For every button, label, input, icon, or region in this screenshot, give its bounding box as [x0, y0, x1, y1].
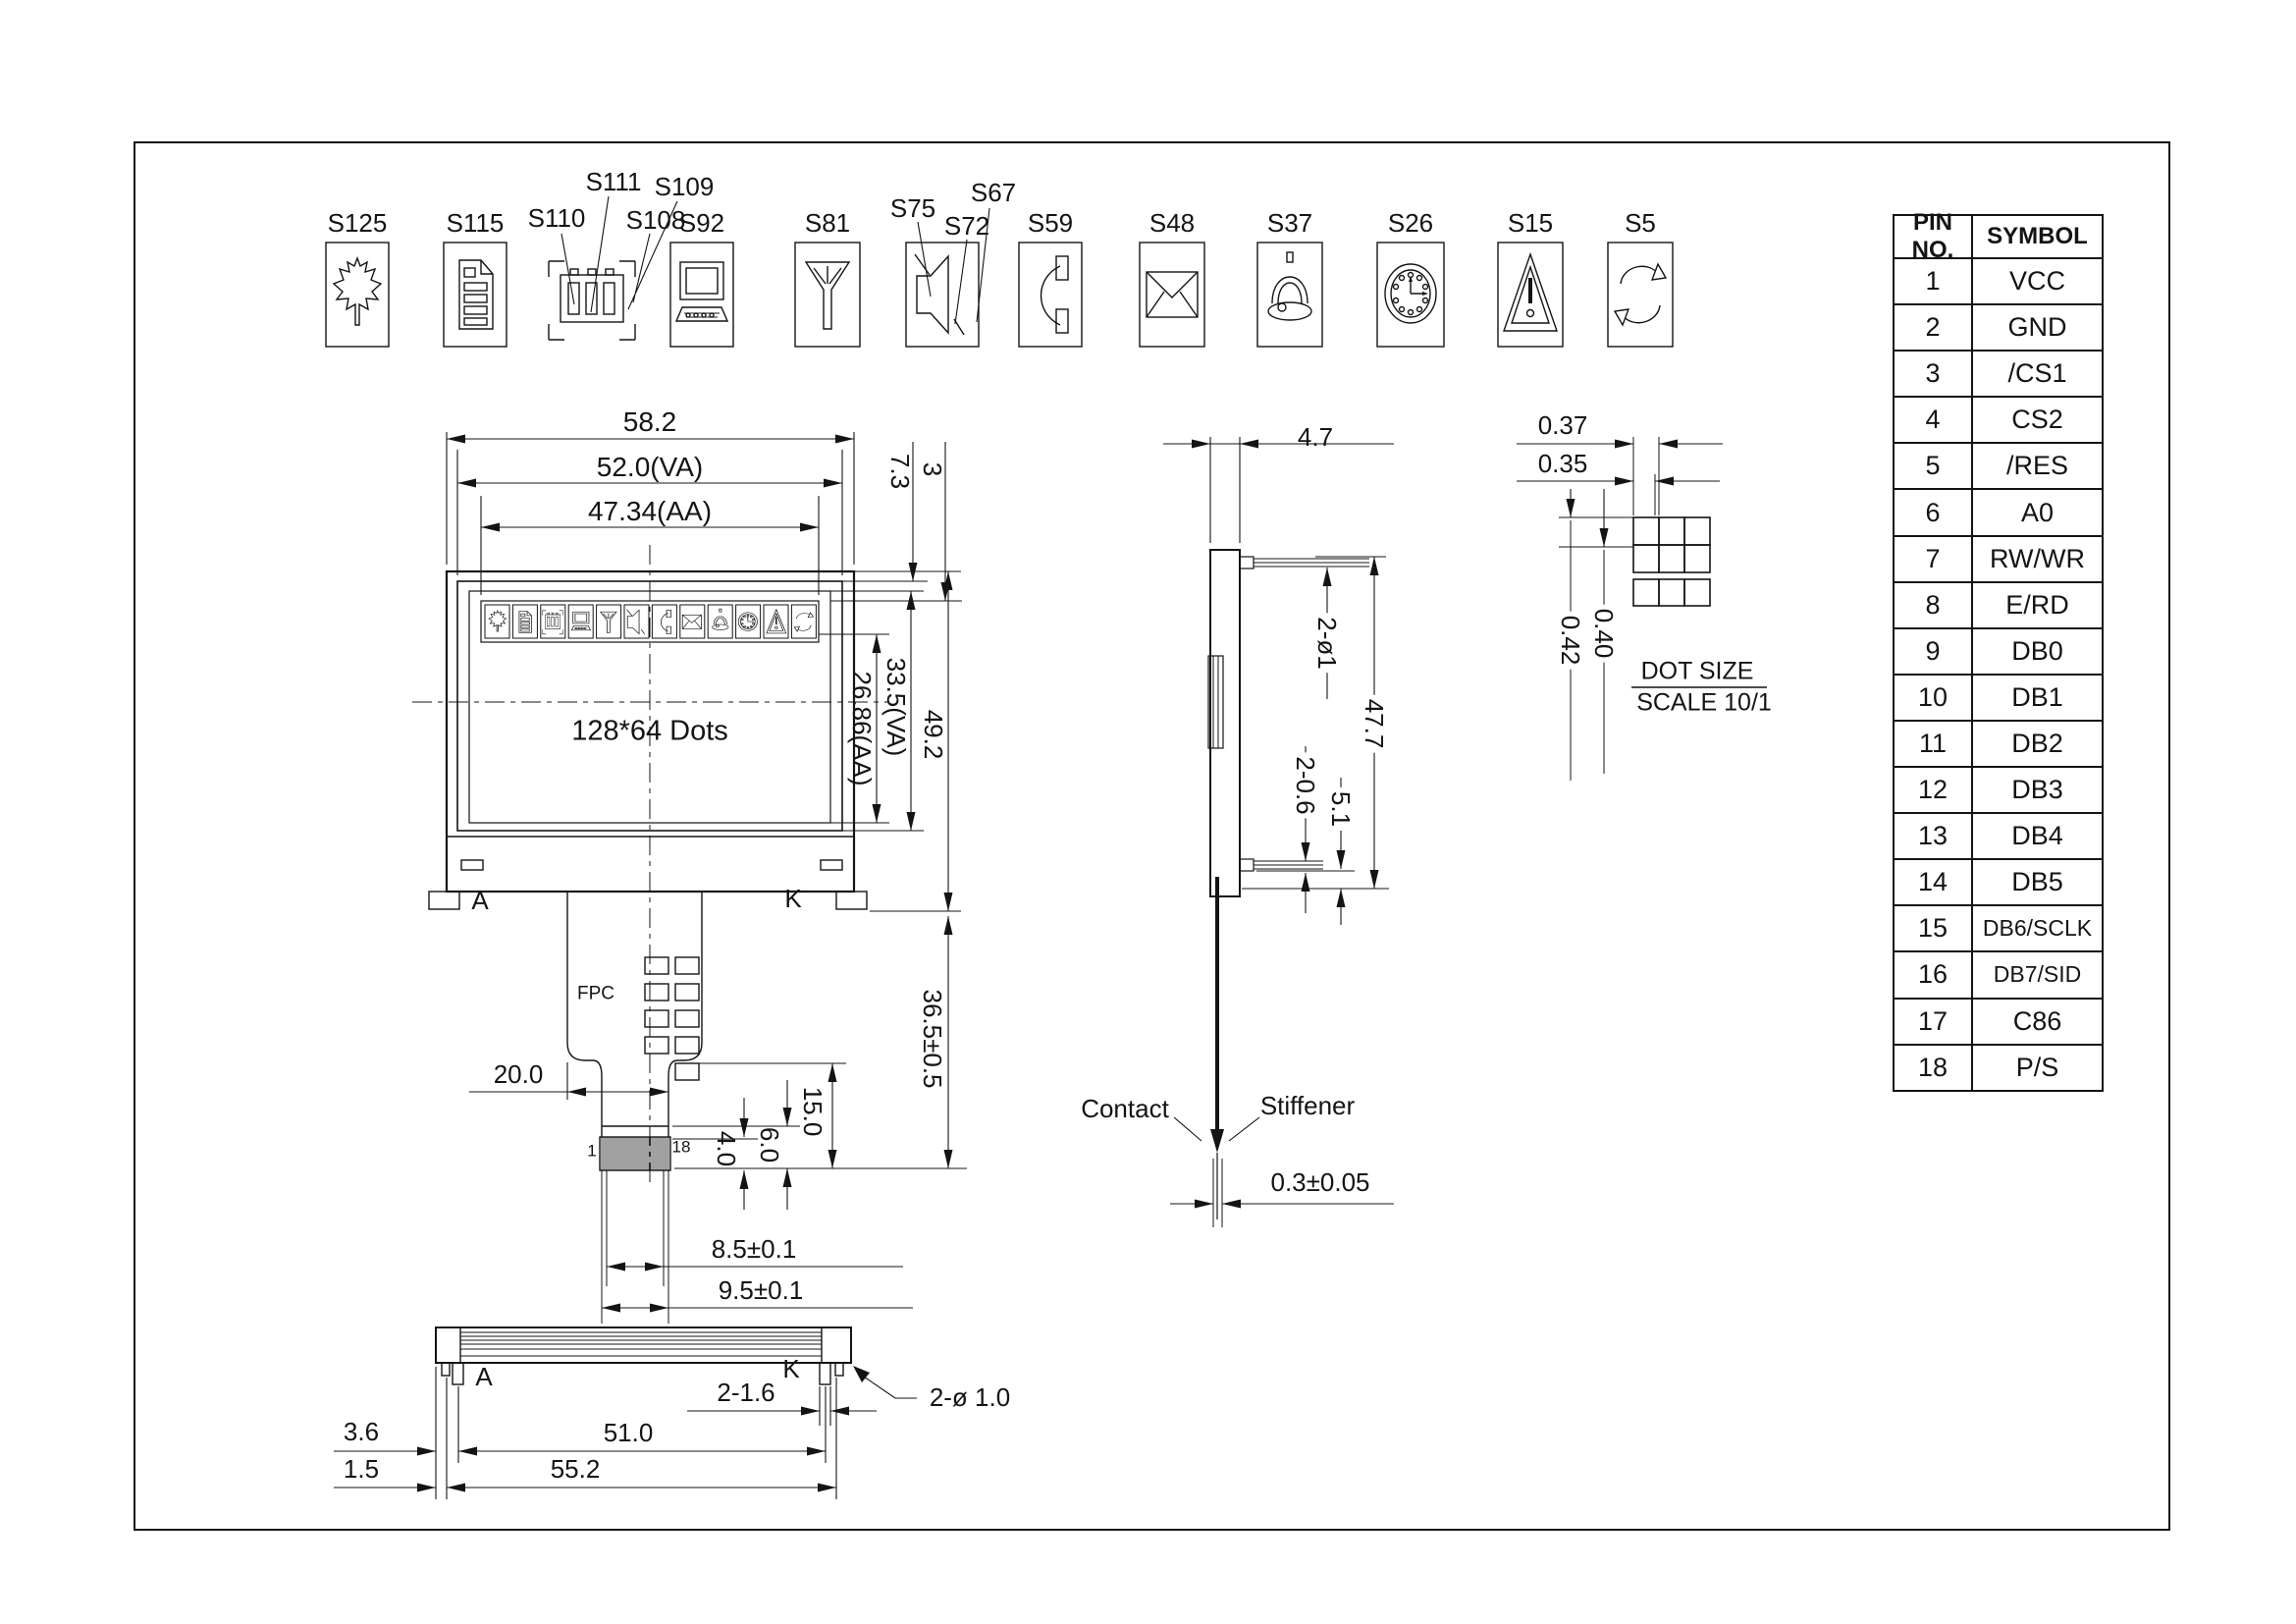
- bottom-view: [436, 1327, 917, 1398]
- pin-row-3: [1895, 350, 2102, 396]
- pin-symbol: VCC: [1971, 259, 2102, 303]
- dim-width-va: 52.0(VA): [596, 452, 704, 482]
- pin-row-2: [1895, 303, 2102, 350]
- front-anode-label: A: [471, 886, 489, 915]
- dim-thickness: 4.7: [1297, 422, 1334, 452]
- dim-contact-plated: 4.0: [712, 1130, 741, 1167]
- pin-row-17: [1895, 998, 2102, 1044]
- symbol-label-s81: S81: [804, 208, 851, 238]
- pin-symbol: /CS1: [1971, 352, 2102, 396]
- dot-detail-title: DOT SIZE: [1640, 657, 1754, 685]
- pin-no: 3: [1925, 358, 1941, 389]
- pin-row-5: [1895, 442, 2102, 488]
- dim-total-width: 55.2: [550, 1454, 601, 1484]
- dim-pin-span: 51.0: [603, 1418, 654, 1447]
- pin-no: 15: [1917, 913, 1949, 944]
- pin-symbol: DB6/SCLK: [1971, 906, 2102, 950]
- pin-row-11: [1895, 720, 2102, 766]
- pin-symbol: DB7/SID: [1971, 952, 2102, 997]
- dim-icon-offset: 7.3: [885, 453, 915, 490]
- pin-no: 7: [1925, 543, 1941, 573]
- symbol-label-s48: S48: [1148, 208, 1196, 238]
- symbol-label-s5: S5: [1625, 208, 1656, 238]
- dim-pin-width: 2-1.6: [717, 1378, 775, 1407]
- pin-table-header-no: PIN NO.: [1911, 209, 1954, 263]
- pin-no: 13: [1917, 821, 1949, 851]
- symbol-label-s92: S92: [678, 208, 725, 238]
- dim-pin-dia-top: 2-ø1: [1314, 613, 1340, 673]
- front-view-dimensions: [447, 432, 967, 1308]
- pin-row-9: [1895, 627, 2102, 674]
- pin-symbol: E/RD: [1971, 583, 2102, 627]
- symbol-label-s59: S59: [1027, 208, 1074, 238]
- dim-fpc-width: 9.5±0.1: [718, 1275, 804, 1305]
- fpc-tail: [567, 892, 702, 1324]
- pin-row-15: [1895, 904, 2102, 950]
- pin-symbol: C86: [1971, 1000, 2102, 1044]
- display-dots-text: 128*64 Dots: [571, 715, 728, 747]
- pin-symbol: P/S: [1971, 1046, 2102, 1090]
- dim-side-height: 47.7: [1362, 695, 1387, 753]
- dim-contact-len: 15.0: [798, 1086, 828, 1137]
- pin-row-16: [1895, 950, 2102, 997]
- dim-fpc-thickness: 0.3±0.05: [1270, 1167, 1370, 1197]
- pin-no: 11: [1918, 728, 1948, 758]
- dim-height-aa: 26.86(AA): [847, 671, 877, 786]
- dim-height-va: 33.5(VA): [881, 657, 911, 757]
- dot-size-detail: [1517, 437, 1767, 781]
- pin-symbol: RW/WR: [1971, 537, 2102, 581]
- symbol-label-s15: S15: [1507, 208, 1554, 238]
- pin-no: 8: [1925, 589, 1941, 620]
- symbol-label-s72: S72: [943, 211, 990, 241]
- pin-no: 4: [1925, 405, 1941, 435]
- pin-row-14: [1895, 858, 2102, 904]
- symbol-label-s115: S115: [446, 208, 505, 238]
- dim-dot-size-y: 0.40: [1591, 605, 1617, 663]
- pin-no: 17: [1917, 1005, 1949, 1036]
- symbol-label-s26: S26: [1387, 208, 1434, 238]
- side-view-dimensions: [1163, 437, 1394, 1204]
- symbol-label-s125: S125: [327, 208, 388, 238]
- dim-width-aa: 47.34(AA): [587, 496, 713, 526]
- front-cathode-label: K: [784, 884, 802, 913]
- symbol-label-s109: S109: [654, 172, 715, 201]
- pin-row-18: [1895, 1044, 2102, 1090]
- pin-symbol: DB4: [1971, 814, 2102, 858]
- dim-fpc-neck: 20.0: [493, 1059, 544, 1089]
- pin-symbol: A0: [1971, 490, 2102, 534]
- bottom-cathode-label: K: [782, 1354, 800, 1383]
- pin-no: 14: [1917, 867, 1949, 897]
- pin-no: 6: [1925, 497, 1941, 527]
- dim-contact-width: 8.5±0.1: [711, 1234, 797, 1264]
- pin-symbol: DB1: [1971, 676, 2102, 720]
- fpc-pin1-label: 1: [587, 1141, 597, 1161]
- fpc-pin18-label: 18: [671, 1137, 691, 1157]
- dim-pin-length: 5.1: [1328, 787, 1354, 831]
- pin-table: [1893, 209, 2104, 1092]
- dim-contact-exposed: 6.0: [755, 1126, 784, 1164]
- dim-pin-offset: 3.6: [343, 1417, 380, 1446]
- symbol-label-s75: S75: [889, 193, 936, 223]
- symbol-label-s67: S67: [970, 178, 1017, 207]
- symbol-label-s110: S110: [527, 203, 586, 233]
- pin-symbol: DB2: [1971, 722, 2102, 766]
- pin-row-8: [1895, 581, 2102, 627]
- pin-row-7: [1895, 535, 2102, 581]
- dim-dot-pitch-x: 0.37: [1537, 410, 1588, 440]
- dim-icon-height: 3: [918, 461, 947, 477]
- pin-table-header: [1895, 209, 2102, 263]
- dim-dot-pitch-y: 0.42: [1558, 612, 1583, 670]
- dim-height-outline: 49.2: [919, 709, 948, 760]
- symbol-label-s111: S111: [585, 167, 642, 196]
- pin-table-header-symbol: SYMBOL: [1971, 216, 2102, 257]
- dim-dot-size-x: 0.35: [1537, 449, 1588, 478]
- symbol-label-s108: S108: [625, 205, 686, 235]
- pin-symbol: DB3: [1971, 768, 2102, 812]
- pin-no: 16: [1917, 959, 1949, 990]
- pin-row-1: [1895, 257, 2102, 303]
- symbol-label-s37: S37: [1266, 208, 1313, 238]
- fpc-label: FPC: [577, 983, 614, 1004]
- dim-edge-offset: 1.5: [343, 1454, 380, 1484]
- pin-row-12: [1895, 766, 2102, 812]
- dim-pin-dia: 2-ø 1.0: [929, 1382, 1011, 1412]
- pin-symbol: CS2: [1971, 398, 2102, 442]
- pin-no: 1: [1925, 266, 1941, 297]
- display-icon-strip: [485, 605, 816, 638]
- pin-row-4: [1895, 396, 2102, 442]
- pin-no: 12: [1917, 775, 1949, 805]
- dot-detail-scale: SCALE 10/1: [1636, 688, 1772, 717]
- pin-row-10: [1895, 674, 2102, 720]
- pin-row-6: [1895, 488, 2102, 534]
- pin-no: 5: [1925, 451, 1941, 481]
- dim-width-outline: 58.2: [622, 406, 677, 437]
- drawing-frame: [134, 142, 2169, 1530]
- pin-no: 2: [1925, 312, 1941, 343]
- pin-symbol: GND: [1971, 305, 2102, 350]
- dim-fpc-length: 36.5±0.5: [918, 989, 947, 1089]
- pin-no: 10: [1917, 681, 1949, 712]
- pin-symbol: DB5: [1971, 860, 2102, 904]
- stiffener-label: Stiffener: [1259, 1091, 1356, 1120]
- dim-pin-dia-bottom: 2-0.6: [1293, 752, 1318, 818]
- pin-no: 18: [1917, 1052, 1949, 1082]
- bottom-anode-label: A: [475, 1362, 493, 1391]
- pin-symbol: /RES: [1971, 444, 2102, 488]
- pin-no: 9: [1925, 635, 1941, 666]
- pin-row-13: [1895, 812, 2102, 858]
- contact-label: Contact: [1081, 1094, 1169, 1123]
- pin-symbol: DB0: [1971, 629, 2102, 674]
